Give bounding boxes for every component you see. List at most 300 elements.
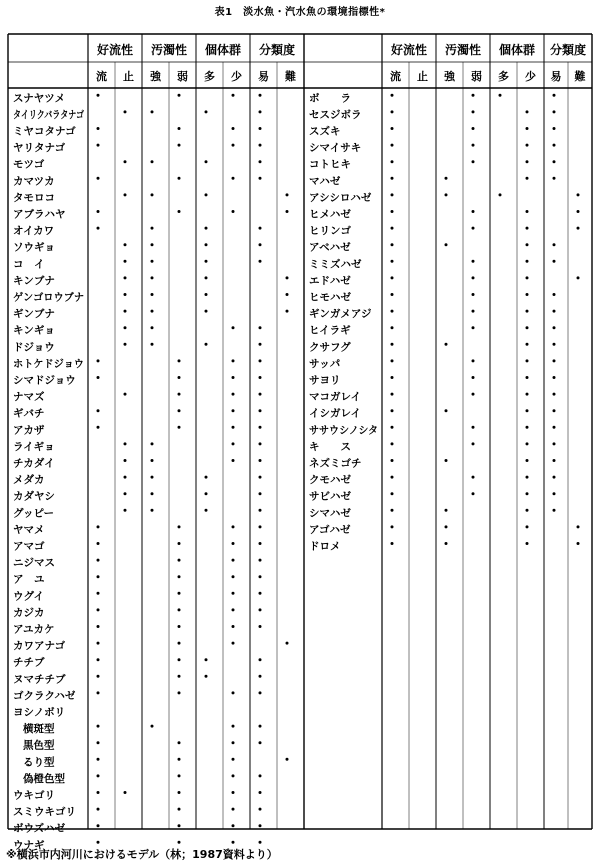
right-species-name: ネズミゴチ (309, 457, 362, 470)
left-indicator-dot (124, 459, 127, 462)
right-indicator-dot (526, 525, 529, 528)
left-indicator-dot (151, 725, 154, 728)
left-species-name: ミヤコタナゴ (13, 125, 76, 138)
left-species-name: 偽橙色型 (23, 772, 65, 785)
left-species-name: スミウキゴリ (13, 806, 76, 819)
footnote: ※横浜市内河川におけるモデル（林；1987資料より） (6, 848, 278, 861)
left-indicator-dot (259, 393, 262, 396)
right-indicator-dot (472, 393, 475, 396)
left-species-name: オイカワ (13, 225, 55, 238)
right-indicator-dot (577, 210, 580, 213)
left-indicator-dot (232, 592, 235, 595)
right-indicator-dot (526, 343, 529, 346)
left-indicator-dot (151, 459, 154, 462)
left-indicator-dot (232, 758, 235, 761)
left-indicator-dot (232, 559, 235, 562)
left-indicator-dot (151, 293, 154, 296)
left-indicator-dot (259, 359, 262, 362)
left-indicator-dot (124, 260, 127, 263)
left-species-name: ボウズハゼ (13, 822, 66, 835)
right-indicator-dot (553, 310, 556, 313)
table-grid (8, 34, 592, 829)
left-indicator-dot (259, 442, 262, 445)
left-indicator-dot (232, 94, 235, 97)
right-indicator-dot (526, 160, 529, 163)
left-species-name: チチブ (13, 656, 45, 669)
right-indicator-dot (472, 127, 475, 130)
left-indicator-dot (151, 193, 154, 196)
right-species-name: ササウシノシタ (309, 424, 378, 437)
right-indicator-dot (526, 376, 529, 379)
left-species-name: アマゴ (13, 540, 45, 553)
right-indicator-dot (526, 293, 529, 296)
left-indicator-dot (232, 426, 235, 429)
left-indicator-dot (259, 509, 262, 512)
left-indicator-dot (178, 791, 181, 794)
left-species-name: アブラハヤ (13, 208, 66, 221)
left-indicator-dot (151, 310, 154, 313)
left-indicator-dot (178, 691, 181, 694)
left-indicator-dot (232, 725, 235, 728)
left-indicator-dot (205, 476, 208, 479)
left-indicator-dot (178, 409, 181, 412)
left-indicator-dot (124, 442, 127, 445)
left-species-name: スナヤツメ (13, 92, 66, 105)
right-indicator-dot (472, 426, 475, 429)
right-indicator-dot (472, 293, 475, 296)
right-indicator-dot (553, 160, 556, 163)
left-indicator-dot (286, 210, 289, 213)
sub-header: 弱 (177, 70, 188, 83)
left-indicator-dot (151, 276, 154, 279)
left-indicator-dot (97, 642, 100, 645)
right-species-name: ギンガメアジ (309, 308, 372, 321)
right-indicator-dot (472, 260, 475, 263)
right-indicator-dot (391, 359, 394, 362)
right-indicator-dot (526, 144, 529, 147)
left-indicator-dot (232, 409, 235, 412)
right-indicator-dot (472, 326, 475, 329)
left-species-name: ギバチ (13, 407, 45, 420)
left-indicator-dot (259, 492, 262, 495)
left-indicator-dot (232, 691, 235, 694)
right-indicator-dot (577, 193, 580, 196)
left-indicator-dot (178, 741, 181, 744)
left-indicator-dot (178, 210, 181, 213)
right-species-name: コトヒキ (309, 158, 351, 171)
right-indicator-dot (391, 459, 394, 462)
group-header: 好流性 (96, 43, 134, 57)
left-species-name: ソウギョ (13, 241, 55, 254)
left-species-name: モツゴ (13, 158, 45, 171)
left-indicator-dot (124, 343, 127, 346)
right-indicator-dot (553, 409, 556, 412)
right-indicator-dot (526, 393, 529, 396)
left-indicator-dot (259, 592, 262, 595)
left-indicator-dot (97, 608, 100, 611)
left-indicator-dot (259, 426, 262, 429)
right-species-name: スズキ (309, 125, 341, 138)
right-indicator-dot (526, 177, 529, 180)
left-indicator-dot (205, 509, 208, 512)
left-indicator-dot (124, 326, 127, 329)
right-indicator-dot (526, 227, 529, 230)
left-indicator-dot (97, 227, 100, 230)
right-indicator-dot (391, 276, 394, 279)
right-indicator-dot (445, 542, 448, 545)
right-indicator-dot (391, 426, 394, 429)
left-indicator-dot (232, 774, 235, 777)
right-indicator-dot (472, 359, 475, 362)
left-indicator-dot (178, 592, 181, 595)
left-indicator-dot (124, 492, 127, 495)
left-indicator-dot (286, 310, 289, 313)
right-indicator-dot (472, 144, 475, 147)
right-indicator-dot (445, 459, 448, 462)
right-species-name: ヒイラギ (309, 324, 351, 337)
left-indicator-dot (178, 144, 181, 147)
left-indicator-dot (205, 276, 208, 279)
left-indicator-dot (205, 675, 208, 678)
left-indicator-dot (232, 127, 235, 130)
group-header: 汚濁性 (150, 43, 188, 57)
left-indicator-dot (178, 359, 181, 362)
left-indicator-dot (97, 741, 100, 744)
left-indicator-dot (178, 608, 181, 611)
right-indicator-dot (553, 326, 556, 329)
left-species-name: ゲンゴロウブナ (13, 291, 84, 304)
right-indicator-dot (391, 525, 394, 528)
left-species-name: チカダイ (13, 457, 55, 470)
left-indicator-dot (259, 774, 262, 777)
right-indicator-dot (472, 376, 475, 379)
left-indicator-dot (97, 144, 100, 147)
left-indicator-dot (97, 127, 100, 130)
right-indicator-dot (391, 409, 394, 412)
right-indicator-dot (553, 260, 556, 263)
left-indicator-dot (259, 575, 262, 578)
right-indicator-dot (445, 243, 448, 246)
right-indicator-dot (391, 509, 394, 512)
left-indicator-dot (178, 376, 181, 379)
right-species-name: シマハゼ (309, 507, 351, 520)
left-indicator-dot (259, 841, 262, 844)
left-species-name: カマツカ (13, 175, 55, 188)
right-indicator-dot (472, 210, 475, 213)
left-indicator-dot (97, 542, 100, 545)
left-indicator-dot (232, 459, 235, 462)
left-indicator-dot (97, 376, 100, 379)
left-indicator-dot (259, 177, 262, 180)
right-indicator-dot (526, 476, 529, 479)
left-indicator-dot (178, 658, 181, 661)
right-indicator-dot (391, 94, 394, 97)
left-indicator-dot (97, 559, 100, 562)
left-indicator-dot (259, 227, 262, 230)
left-indicator-dot (124, 243, 127, 246)
right-indicator-dot (553, 393, 556, 396)
right-species-name: マコガレイ (309, 391, 361, 404)
sub-header: 易 (550, 70, 562, 83)
left-indicator-dot (205, 110, 208, 113)
left-indicator-dot (232, 841, 235, 844)
left-indicator-dot (259, 110, 262, 113)
left-indicator-dot (178, 525, 181, 528)
left-species-name: カジカ (13, 606, 45, 619)
left-indicator-dot (259, 459, 262, 462)
left-indicator-dot (259, 525, 262, 528)
right-indicator-dot (526, 442, 529, 445)
right-species-name: ヒモハゼ (309, 291, 351, 304)
right-indicator-dot (391, 310, 394, 313)
left-indicator-dot (259, 808, 262, 811)
group-header: 分類度 (258, 43, 296, 57)
sub-header: 難 (285, 70, 296, 83)
right-indicator-dot (391, 492, 394, 495)
left-species-name: ウキゴリ (13, 789, 55, 802)
left-indicator-dot (232, 210, 235, 213)
right-species-name: セスジボラ (309, 108, 362, 121)
right-indicator-dot (391, 243, 394, 246)
left-indicator-dot (232, 177, 235, 180)
left-indicator-dot (178, 675, 181, 678)
left-indicator-dot (124, 476, 127, 479)
left-species-name: キンブナ (13, 274, 55, 287)
group-header: 好流性 (390, 43, 428, 57)
left-species-name: るり型 (23, 756, 55, 769)
left-indicator-dot (286, 642, 289, 645)
left-indicator-dot (232, 326, 235, 329)
right-species-name: アゴハゼ (309, 523, 351, 536)
left-indicator-dot (97, 774, 100, 777)
left-species-name: シマドジョウ (13, 374, 76, 387)
right-indicator-dot (553, 94, 556, 97)
right-indicator-dot (553, 177, 556, 180)
sub-header: 強 (150, 70, 161, 83)
right-species-name: イシガレイ (309, 407, 361, 420)
left-indicator-dot (259, 343, 262, 346)
left-indicator-dot (151, 243, 154, 246)
right-species-name: クサフグ (309, 341, 351, 354)
right-indicator-dot (391, 343, 394, 346)
right-indicator-dot (553, 243, 556, 246)
left-indicator-dot (97, 841, 100, 844)
left-species-name: タイリクバラタナゴ (13, 108, 85, 121)
left-indicator-dot (286, 276, 289, 279)
right-indicator-dot (391, 376, 394, 379)
left-indicator-dot (124, 193, 127, 196)
left-species-name: コ イ (13, 258, 45, 271)
right-species-name: マハゼ (309, 175, 341, 188)
right-indicator-dot (526, 492, 529, 495)
sub-header: 止 (123, 70, 134, 83)
right-indicator-dot (472, 110, 475, 113)
left-indicator-dot (259, 409, 262, 412)
left-species-name: ヤリタナゴ (13, 142, 66, 155)
group-header: 汚濁性 (444, 43, 482, 57)
left-species-name: メダカ (13, 474, 45, 487)
left-indicator-dot (259, 725, 262, 728)
right-indicator-dot (526, 326, 529, 329)
left-indicator-dot (259, 476, 262, 479)
left-species-name: 横斑型 (23, 723, 55, 736)
left-indicator-dot (178, 94, 181, 97)
sub-header: 弱 (471, 70, 482, 83)
left-indicator-dot (232, 608, 235, 611)
left-indicator-dot (232, 442, 235, 445)
right-species-name: サビハゼ (309, 490, 351, 503)
left-indicator-dot (97, 625, 100, 628)
left-indicator-dot (151, 442, 154, 445)
left-species-name: ウグイ (13, 590, 44, 603)
right-indicator-dot (526, 260, 529, 263)
left-indicator-dot (151, 160, 154, 163)
right-indicator-dot (499, 94, 502, 97)
left-indicator-dot (124, 110, 127, 113)
left-species-name: ゴクラクハゼ (13, 689, 76, 702)
left-indicator-dot (205, 193, 208, 196)
left-indicator-dot (97, 791, 100, 794)
left-indicator-dot (178, 177, 181, 180)
group-header: 個体群 (204, 43, 242, 57)
sub-header: 多 (204, 70, 215, 83)
right-indicator-dot (553, 426, 556, 429)
left-indicator-dot (232, 741, 235, 744)
left-indicator-dot (124, 791, 127, 794)
right-indicator-dot (553, 293, 556, 296)
right-indicator-dot (391, 210, 394, 213)
left-indicator-dot (151, 509, 154, 512)
right-indicator-dot (526, 127, 529, 130)
right-indicator-dot (577, 542, 580, 545)
right-indicator-dot (553, 476, 556, 479)
left-indicator-dot (259, 260, 262, 263)
left-indicator-dot (97, 691, 100, 694)
left-indicator-dot (97, 359, 100, 362)
left-indicator-dot (259, 559, 262, 562)
sub-header: 多 (498, 70, 509, 83)
left-indicator-dot (259, 326, 262, 329)
left-indicator-dot (178, 758, 181, 761)
right-indicator-dot (553, 110, 556, 113)
right-indicator-dot (391, 476, 394, 479)
left-indicator-dot (205, 243, 208, 246)
right-indicator-dot (553, 343, 556, 346)
left-indicator-dot (97, 177, 100, 180)
right-indicator-dot (526, 110, 529, 113)
right-indicator-dot (391, 193, 394, 196)
right-species-name: サッパ (309, 357, 341, 370)
left-indicator-dot (178, 393, 181, 396)
right-indicator-dot (445, 525, 448, 528)
right-indicator-dot (577, 525, 580, 528)
left-indicator-dot (151, 343, 154, 346)
right-indicator-dot (445, 509, 448, 512)
left-indicator-dot (259, 675, 262, 678)
right-indicator-dot (472, 476, 475, 479)
left-indicator-dot (124, 160, 127, 163)
left-indicator-dot (97, 525, 100, 528)
right-species-name: シマイサキ (309, 142, 362, 155)
left-indicator-dot (205, 658, 208, 661)
left-indicator-dot (124, 310, 127, 313)
left-indicator-dot (232, 144, 235, 147)
group-header: 個体群 (498, 43, 536, 57)
right-indicator-dot (553, 376, 556, 379)
sub-header: 強 (444, 70, 455, 83)
left-indicator-dot (124, 393, 127, 396)
sub-header: 難 (574, 70, 586, 83)
left-indicator-dot (259, 127, 262, 130)
left-indicator-dot (259, 658, 262, 661)
right-indicator-dot (445, 409, 448, 412)
right-indicator-dot (445, 343, 448, 346)
right-species-name: アベハゼ (309, 241, 351, 254)
left-indicator-dot (232, 575, 235, 578)
right-indicator-dot (553, 144, 556, 147)
left-indicator-dot (205, 343, 208, 346)
left-species-name: キンギョ (13, 324, 55, 337)
left-indicator-dot (97, 575, 100, 578)
left-indicator-dot (259, 691, 262, 694)
left-indicator-dot (151, 492, 154, 495)
group-header: 分類度 (549, 43, 587, 57)
left-species-name: ライギョ (13, 440, 55, 453)
left-species-name: カワアナゴ (13, 640, 66, 653)
left-indicator-dot (232, 542, 235, 545)
left-indicator-dot (97, 426, 100, 429)
left-species-name: グッピー (13, 507, 55, 520)
right-indicator-dot (553, 127, 556, 130)
right-species-name: ヒリンゴ (309, 225, 351, 238)
right-indicator-dot (445, 193, 448, 196)
left-indicator-dot (151, 476, 154, 479)
left-species-name: アユカケ (13, 623, 55, 636)
left-indicator-dot (124, 293, 127, 296)
left-species-name: ドジョウ (13, 341, 55, 354)
left-indicator-dot (97, 725, 100, 728)
left-indicator-dot (124, 509, 127, 512)
left-species-name: ヤマメ (13, 523, 45, 536)
right-indicator-dot (391, 326, 394, 329)
right-indicator-dot (391, 442, 394, 445)
left-indicator-dot (232, 791, 235, 794)
right-species-name: アシシロハゼ (309, 191, 372, 204)
right-indicator-dot (526, 409, 529, 412)
right-indicator-dot (472, 94, 475, 97)
right-indicator-dot (526, 243, 529, 246)
left-indicator-dot (178, 426, 181, 429)
sub-header: 止 (417, 70, 428, 83)
left-species-name: タモロコ (13, 191, 55, 204)
left-species-name: ホトケドジョウ (13, 357, 84, 370)
right-species-name: キ ス (309, 440, 351, 453)
left-indicator-dot (178, 625, 181, 628)
right-indicator-dot (391, 293, 394, 296)
left-species-name: アカザ (13, 424, 45, 437)
right-indicator-dot (553, 492, 556, 495)
left-indicator-dot (259, 243, 262, 246)
right-indicator-dot (526, 276, 529, 279)
left-species-name: ヌマチチブ (13, 673, 66, 686)
left-species-name: ウナギ (13, 839, 45, 852)
left-indicator-dot (97, 409, 100, 412)
right-species-name: ドロメ (309, 540, 341, 553)
right-species-name: サヨリ (309, 374, 341, 387)
left-indicator-dot (151, 227, 154, 230)
right-indicator-dot (553, 442, 556, 445)
left-species-name: ニジマス (13, 557, 55, 570)
